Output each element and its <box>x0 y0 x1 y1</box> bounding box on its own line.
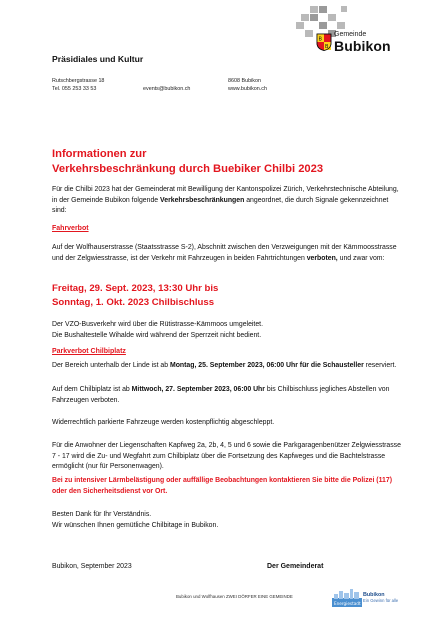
closing-line-1: Besten Dank für Ihr Verständnis. <box>52 511 152 518</box>
title-line-1: Informationen zur <box>52 148 147 160</box>
parkverbot-paragraph-1 <box>52 361 402 372</box>
bus-info <box>52 320 402 341</box>
footer-brand-tagline: Ein Gewinn für alle <box>363 598 399 603</box>
warning-notice: Bei zu intensiver Lärmbelästigung oder auffällige Beobachtungen kontaktieren Sie bitte die Polizei (117) oder den Sicherheitsdienst vor Ort. <box>52 477 393 495</box>
fahrverbot-text: Auf der Wolfhauserstrasse (Staatsstrasse S-2), Abschnitt zwischen den Verzweigungen mit der Kämmoosstrasse und der Zelgwiesstrasse, ist der Verkehr mit Fahrzeugen in beiden Fahrtrichtungen <box>52 244 397 262</box>
parkverbot-p2-text: Auf dem Chilbiplatz ist ab <box>52 386 132 393</box>
closure-date-to: Sonntag, 1. Okt. 2023 Chilbischluss <box>52 296 215 308</box>
intro-paragraph <box>52 185 402 217</box>
bus-line-1: Der VZO-Busverkehr wird über die Rütistrasse-Kämmoos umgeleitet. <box>52 321 264 328</box>
website-link[interactable]: www.bubikon.ch <box>228 86 267 92</box>
fahrverbot-text-after: und zwar vom: <box>337 254 385 262</box>
closure-date-from: Freitag, 29. Sept. 2023, 13:30 Uhr bis <box>52 283 219 294</box>
place-date: Bubikon, September 2023 <box>52 563 132 570</box>
svg-text:B: B <box>325 44 329 50</box>
postal-city: 8608 Bubikon <box>228 78 261 84</box>
department-name: Präsidiales und Kultur <box>52 54 144 64</box>
closure-dates <box>52 282 218 309</box>
section-heading-fahrverbot: Fahrverbot <box>52 225 89 232</box>
logo-subtitle: Gemeinde <box>334 31 367 38</box>
document-title <box>52 147 323 177</box>
footer-brand-name: Bubikon <box>363 592 385 598</box>
intro-text: Für die Chilbi 2023 hat der Gemeinderat mit Bewilligung der Kantonspolizei Zürich, Verkehrstechnische Abteilung, in der Gemeinde Bubikon folgende <box>52 186 399 204</box>
intro-text-after: angeordnet, die durch Signale gekennzeichnet sind: <box>52 196 389 215</box>
footer-slogan: Bubikon und Wolfhausen ZWEI DÖRFER EINE GEMEINDE <box>176 594 293 599</box>
towing-notice: Widerrechtlich parkierte Fahrzeuge werden kostenpflichtig abgeschleppt. <box>52 419 275 426</box>
signer: Der Gemeinderat <box>267 563 324 570</box>
residents-access-paragraph: Für die Anwohner der Liegenschaften Kapfweg 2a, 2b, 4, 5 und 6 sowie die Parkgaragenbenützer Zelgwiesstrasse 7 - 17 wird die Zu- und Wegfahrt zum Chilbiplatz über die Fortsetzung des Kapfweges und die Bachtelstrasse ermöglicht (nur für Personenwagen). <box>52 442 401 471</box>
fahrverbot-paragraph <box>52 243 402 264</box>
parkverbot-p1-text: Der Bereich unterhalb der Linde ist ab <box>52 362 170 369</box>
section-heading-parkverbot: Parkverbot Chilbiplatz <box>52 348 126 355</box>
phone-number: Tel. 055 253 33 53 <box>52 86 97 92</box>
svg-text:B: B <box>318 36 322 43</box>
energiestadt-badge-text: Energiestadt <box>334 601 361 606</box>
parkverbot-p2-after: bis Chilbischluss jegliches Abstellen von Fahrzeugen verboten. <box>52 386 390 404</box>
parkverbot-paragraph-2 <box>52 385 402 406</box>
title-line-2: Verkehrsbeschränkung durch Buebiker Chilbi 2023 <box>52 163 324 175</box>
coat-of-arms-icon <box>316 33 332 51</box>
closing-line-2: Wir wünschen Ihnen gemütliche Chilbitage in Bubikon. <box>52 521 219 529</box>
intro-bold: Verkehrsbeschränkungen <box>160 196 245 204</box>
email-link[interactable]: events@bubikon.ch <box>143 86 191 92</box>
bus-line-2: Die Bushaltestelle Wihalde wird während der Sperrzeit nicht bedient. <box>52 331 262 339</box>
closing-paragraph <box>52 510 402 531</box>
parkverbot-p1-after: reserviert. <box>363 362 397 369</box>
street-address: Rutschbergstrasse 18 <box>52 78 105 84</box>
parkverbot-p1-bold: Montag, 25. September 2023, 06:00 Uhr für die Schausteller <box>169 362 364 369</box>
fahrverbot-bold: verboten, <box>306 254 338 262</box>
logo-name: Bubikon <box>334 38 391 54</box>
parkverbot-p2-bold: Mittwoch, 27. September 2023, 06:00 Uhr <box>131 386 265 393</box>
